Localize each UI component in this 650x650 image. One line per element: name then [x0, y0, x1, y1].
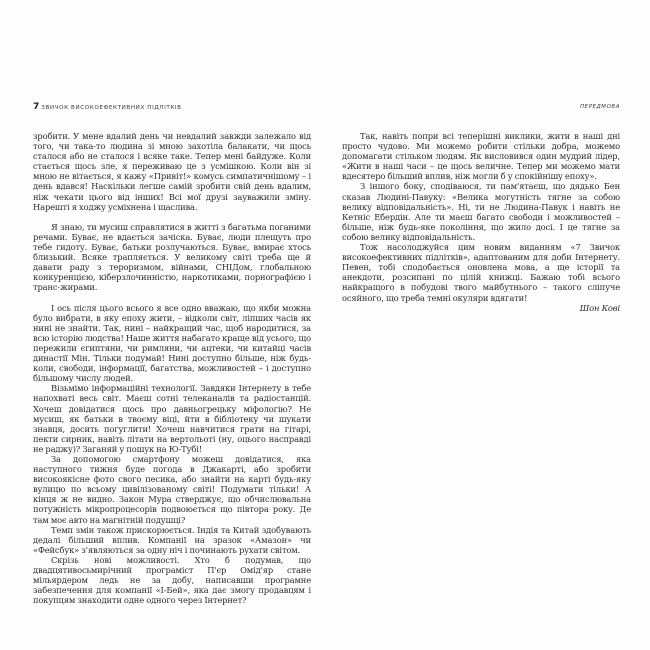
paragraph: Візьмімо інформаційні технології. Завдяки Інтернету в тебе напохваті весь світ. Маєш сотні телеканалів та радіостанцій. Хочеш довідатися щось про давньогрецьку міфологію? Не мусиш, як батьки в твоєму віці, йти в бібліотеку чи шукати знавця, досить погуглити! Хочеш навчитися грати на гітарі, пекти сирник, навіть літати на вертольоті (ну, оцього насправді не раджу)? Заганяй у пошук на Ю-Тубі!: [33, 383, 311, 454]
paragraph: З іншого боку, сподіваюся, ти пам'ятаєш, що дядько Бен сказав Людині-Павуку: «Велика могутність тягне за собою велику відповідальність». Ні, ти не Людина-Павук і навіть не Кетніс Ебердін. Але ти маєш багато свободи і можливостей – більше, ніж будь-яке покоління, що жило досі. І це тягне за собою велику відповідальність.: [342, 181, 620, 242]
paragraph: Я знаю, ти мусиш справлятися в житті з багатьма поганими речами. Буває, не вдається зачіска. Буває, люди плещуть про тебе гидоту. Буває, батьки розлучаються. Буває, вмирає хтось близький. Всяке трапляється. У великому світі треба ще й давати раду з тероризмом, війнами, СНІДом, глобальною конкуренцією, кіберзлочинністю, наркотиками, порнографією і транс-жирами.: [33, 221, 311, 293]
paragraph: Темп змін також прискорюється. Індія та Китай здобувають дедалі більший вплив. Компанії на зразок «Амазон» чи «Фейсбук» з'являються за одну ніч і починають рухати світом.: [33, 524, 311, 555]
running-head-title: ЗВИЧОК ВИСОКОЕФЕКТИВНИХ ПІДЛІТКІВ: [41, 105, 182, 111]
right-text-column: [342, 131, 620, 313]
paragraph: зробити. У мене вдалий день чи невдалий завжди залежало від того, чи така-то людина зі мною захотіла балакати, чи щось сталося або не сталося і всяке таке. Тепер мені байдуже. Коли стається щось зле, я переживаю це з усмішкою. Коли він зі мною не вітається, я кажу «Привіт!» комусь симпатичнішому – і день вдався! Наскільки легше самій зробити свій день вдалим, ніж чекати цього від інших! Всі мої друзі зауважили зміну. Нарешті я ходжу усміхнена і щаслива.: [33, 131, 311, 212]
paragraph: Так, навіть попри всі теперішні виклики, жити в наші дні просто чудово. Ми можемо робити стільки добра, можемо допомагати стільком людям. Як висловився один мудрий лідер, «Жити в наші часи – це щось величне. Тепер ми можемо мати вдесятеро більший вплив, ніж могли б у спокійнішу епоху».: [342, 131, 620, 182]
running-head-book-title: [33, 102, 182, 113]
right-page: [325, 0, 650, 650]
paragraph: Тож насолоджуйся цим новим виданням «7 Звичок високоефективних підлітків», адаптованим для доби Інтернету. Певен, тобі сподобається оновлена мова, а ще історії та анекдоти, розсипані по цілій книжці. Бажаю тобі всього найкращого в побудові твого майбутнього – такого сліпуче осяйного, що треба темні окуляри вдягати!: [342, 242, 620, 303]
paragraph: Скрізь нові можливості. Хто б подумав, що двадцятивосьмирічний програміст П'єр Омід'яр стане мільярдером ледь не за добу, написавши програмне забезпечення для компанії «І-Бей», яка дає змогу продавцям і покупцям знаходити одне одного через Інтернет?: [33, 554, 311, 606]
running-head-number: 7: [33, 102, 40, 112]
running-head-section-title: ПЕРЕДМОВА: [579, 104, 620, 110]
paragraph: За допомогою смартфону можеш довідатися, яка наступного тижня буде погода в Джакарті, або зробити високоякісне фото свого песика, або знайти на карті будь-яку вулицю по всьому цивілізованому світі! Подумати тільки! А кінця ж не видно. Закон Мура стверджує, що обчислювальна потужність мікропроцесорів подвоюється що півтора року. Де там моє авто на магнітній подушці?: [33, 454, 311, 525]
author-signature: Шон Кові: [579, 302, 620, 313]
left-text-column: [33, 131, 311, 605]
paragraph: І ось після цього всього я все одно вважаю, що якби можна було вибрати, в яку епоху жити, – відколи світ, ліпших часів як нині не знайти. Так, нині – найкращий час, щоб народитися, за всю історію людства! Наше життя набагато краще від усього, що пережили єгиптяни, чи римляни, чи ацтеки, чи китайці часів династії Мін. Тільки подумай! Нині доступно більше, ніж будь-коли, свободи, інформації, багатства, можливостей – і доступно більшому числу людей.: [33, 302, 311, 384]
